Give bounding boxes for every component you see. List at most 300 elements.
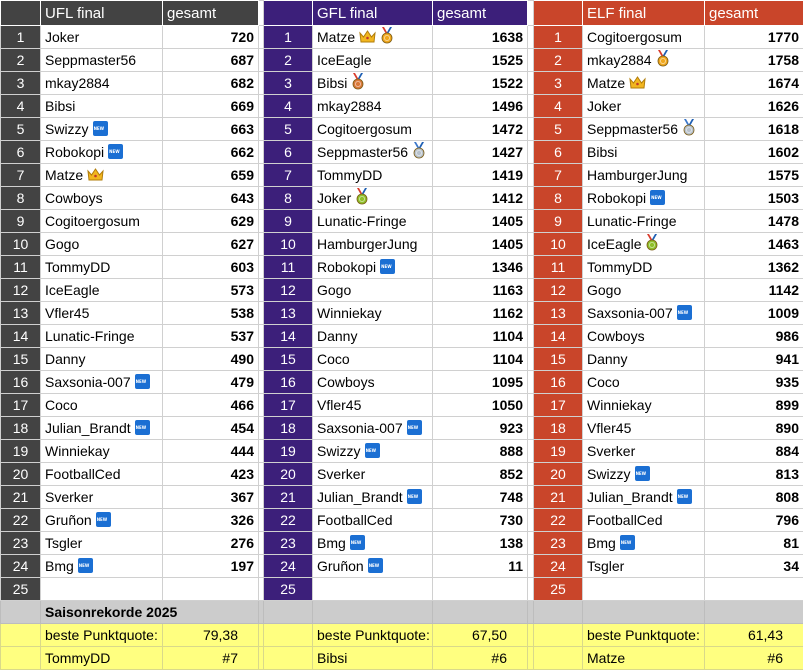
elf-name-cell[interactable] bbox=[583, 463, 705, 486]
ufl-score-cell[interactable]: 537 bbox=[163, 325, 259, 348]
elf-name-cell[interactable] bbox=[583, 256, 705, 279]
gfl-rank-cell[interactable]: 12 bbox=[264, 279, 313, 302]
gfl-score-cell[interactable]: 1522 bbox=[433, 72, 528, 95]
elf-name-cell[interactable] bbox=[583, 164, 705, 187]
elf-score-cell[interactable]: 1575 bbox=[705, 164, 803, 187]
ufl-title[interactable]: UFL final bbox=[41, 1, 163, 26]
ufl-rank-cell[interactable]: 22 bbox=[1, 509, 41, 532]
ufl-score-cell[interactable]: 326 bbox=[163, 509, 259, 532]
ufl-score-cell[interactable]: 454 bbox=[163, 417, 259, 440]
ufl-name-cell[interactable] bbox=[41, 325, 163, 348]
elf-score-cell[interactable]: 796 bbox=[705, 509, 803, 532]
elf-name-cell[interactable] bbox=[583, 279, 705, 302]
elf-rank-cell[interactable]: 20 bbox=[534, 463, 583, 486]
elf-score-cell[interactable]: 1758 bbox=[705, 49, 803, 72]
gfl-name-cell[interactable] bbox=[313, 509, 433, 532]
empty-cell[interactable] bbox=[705, 601, 803, 624]
empty-cell[interactable] bbox=[1, 601, 41, 624]
gfl-rank-cell[interactable]: 7 bbox=[264, 164, 313, 187]
gfl-name-cell[interactable] bbox=[313, 256, 433, 279]
elf-score-cell[interactable]: 1618 bbox=[705, 118, 803, 141]
elf-rank-cell[interactable]: 4 bbox=[534, 95, 583, 118]
elf-name-cell[interactable] bbox=[583, 371, 705, 394]
ufl-rank-cell[interactable]: 21 bbox=[1, 486, 41, 509]
gfl-rank-cell[interactable]: 6 bbox=[264, 141, 313, 164]
gfl-rank-cell[interactable]: 9 bbox=[264, 210, 313, 233]
gfl-rank-cell[interactable]: 14 bbox=[264, 325, 313, 348]
gfl-score-cell[interactable]: 1163 bbox=[433, 279, 528, 302]
ufl-score-cell[interactable]: 682 bbox=[163, 72, 259, 95]
gfl-matchday-cell[interactable]: #6 bbox=[433, 647, 528, 670]
ufl-record-empty-cell[interactable] bbox=[1, 624, 41, 647]
elf-rank-cell[interactable]: 16 bbox=[534, 371, 583, 394]
gfl-rank-cell[interactable]: 4 bbox=[264, 95, 313, 118]
gfl-name-cell[interactable] bbox=[313, 302, 433, 325]
header-row bbox=[1, 1, 803, 26]
gfl-rank-cell[interactable]: 20 bbox=[264, 463, 313, 486]
player-name: Sverker bbox=[45, 488, 94, 505]
ufl-rank-cell[interactable]: 17 bbox=[1, 394, 41, 417]
empty-cell[interactable] bbox=[583, 601, 705, 624]
elf-score-cell[interactable]: 941 bbox=[705, 348, 803, 371]
gfl-score-cell[interactable]: 1472 bbox=[433, 118, 528, 141]
gfl-rank-cell[interactable]: 15 bbox=[264, 348, 313, 371]
elf-rank-cell[interactable]: 9 bbox=[534, 210, 583, 233]
ufl-score-cell[interactable]: 490 bbox=[163, 348, 259, 371]
empty-cell[interactable] bbox=[433, 601, 528, 624]
records-quota-row bbox=[1, 624, 803, 647]
ufl-score-cell[interactable]: 423 bbox=[163, 463, 259, 486]
elf-score-cell[interactable]: 1009 bbox=[705, 302, 803, 325]
ufl-rank-cell[interactable]: 11 bbox=[1, 256, 41, 279]
medal-icon bbox=[351, 73, 365, 90]
gfl-score-cell[interactable]: 1346 bbox=[433, 256, 528, 279]
gfl-score-cell[interactable]: 730 bbox=[433, 509, 528, 532]
ufl-score-cell[interactable]: 629 bbox=[163, 210, 259, 233]
ufl-name-cell[interactable] bbox=[41, 256, 163, 279]
elf-header-rank[interactable] bbox=[534, 1, 583, 26]
player-name: Seppmaster56 bbox=[317, 143, 409, 160]
elf-rank-cell[interactable]: 8 bbox=[534, 187, 583, 210]
gfl-score-cell[interactable]: 1162 bbox=[433, 302, 528, 325]
elf-score-cell[interactable]: 1770 bbox=[705, 26, 803, 49]
elf-score-cell[interactable]: 1626 bbox=[705, 95, 803, 118]
ufl-name-cell[interactable] bbox=[41, 371, 163, 394]
gfl-name-cell[interactable] bbox=[313, 72, 433, 95]
gfl-score-cell[interactable]: 1412 bbox=[433, 187, 528, 210]
gfl-rank-cell[interactable]: 19 bbox=[264, 440, 313, 463]
ufl-name-cell[interactable] bbox=[41, 49, 163, 72]
gfl-name-cell[interactable] bbox=[313, 233, 433, 256]
elf-name-cell[interactable] bbox=[583, 49, 705, 72]
gfl-score-cell[interactable]: 1104 bbox=[433, 348, 528, 371]
ufl-score-cell[interactable]: 627 bbox=[163, 233, 259, 256]
empty-cell[interactable] bbox=[264, 601, 313, 624]
elf-rank-cell[interactable]: 24 bbox=[534, 555, 583, 578]
player-name: Danny bbox=[45, 350, 86, 367]
ufl-rank-cell[interactable]: 15 bbox=[1, 348, 41, 371]
elf-name-cell[interactable] bbox=[583, 394, 705, 417]
ufl-name-cell[interactable] bbox=[41, 72, 163, 95]
elf-name-cell[interactable] bbox=[583, 440, 705, 463]
ufl-name-cell[interactable] bbox=[41, 578, 163, 601]
gfl-score-cell[interactable]: 748 bbox=[433, 486, 528, 509]
elf-name-cell[interactable] bbox=[583, 532, 705, 555]
gfl-value-cell[interactable]: 67,50 bbox=[433, 624, 528, 647]
ufl-name-cell[interactable] bbox=[41, 348, 163, 371]
elf-score-cell[interactable]: 1503 bbox=[705, 187, 803, 210]
player-name: Joker bbox=[317, 189, 352, 206]
gfl-score-cell[interactable]: 1405 bbox=[433, 210, 528, 233]
gfl-rank-cell[interactable]: 22 bbox=[264, 509, 313, 532]
ufl-score-cell[interactable]: 659 bbox=[163, 164, 259, 187]
table-row bbox=[1, 440, 803, 463]
ufl-rank-cell[interactable]: 25 bbox=[1, 578, 41, 601]
gfl-name-cell[interactable] bbox=[313, 578, 433, 601]
ufl-name-cell[interactable] bbox=[41, 233, 163, 256]
ufl-rank-cell[interactable]: 13 bbox=[1, 302, 41, 325]
ufl-value-cell[interactable]: 79,38 bbox=[163, 624, 259, 647]
ufl-name-cell[interactable] bbox=[41, 26, 163, 49]
ufl-rank-cell[interactable]: 14 bbox=[1, 325, 41, 348]
gfl-name-cell[interactable] bbox=[313, 26, 433, 49]
gfl-name-cell[interactable] bbox=[313, 141, 433, 164]
gfl-record-empty-cell[interactable] bbox=[264, 647, 313, 670]
player-name: Bmg bbox=[45, 557, 74, 574]
gfl-name-cell[interactable] bbox=[313, 325, 433, 348]
elf-name-cell[interactable] bbox=[583, 348, 705, 371]
player-name: Gruñon bbox=[317, 557, 364, 574]
ufl-score-header[interactable]: gesamt bbox=[163, 1, 259, 26]
ufl-record-empty-cell[interactable] bbox=[1, 647, 41, 670]
ufl-rank-cell[interactable]: 20 bbox=[1, 463, 41, 486]
ufl-label-cell[interactable]: beste Punktquote: bbox=[41, 624, 163, 647]
table-row bbox=[1, 463, 803, 486]
gfl-name-cell[interactable] bbox=[313, 164, 433, 187]
elf-name-cell[interactable] bbox=[583, 141, 705, 164]
ufl-score-cell[interactable]: 276 bbox=[163, 532, 259, 555]
elf-rank-cell[interactable]: 19 bbox=[534, 440, 583, 463]
ufl-rank-cell[interactable]: 19 bbox=[1, 440, 41, 463]
ufl-score-cell[interactable]: 538 bbox=[163, 302, 259, 325]
elf-score-cell[interactable]: 890 bbox=[705, 417, 803, 440]
elf-score-cell[interactable]: 813 bbox=[705, 463, 803, 486]
ufl-header-rank[interactable] bbox=[1, 1, 41, 26]
player-name: Cowboys bbox=[587, 327, 645, 344]
ufl-name-cell[interactable] bbox=[41, 302, 163, 325]
player-name: IceEagle bbox=[587, 235, 642, 252]
elf-record-empty-cell[interactable] bbox=[534, 647, 583, 670]
ufl-score-cell[interactable]: 466 bbox=[163, 394, 259, 417]
gfl-rank-cell[interactable]: 8 bbox=[264, 187, 313, 210]
elf-rank-cell[interactable]: 15 bbox=[534, 348, 583, 371]
elf-rank-cell[interactable]: 17 bbox=[534, 394, 583, 417]
elf-rank-cell[interactable]: 5 bbox=[534, 118, 583, 141]
ufl-score-cell[interactable]: 573 bbox=[163, 279, 259, 302]
elf-rank-cell[interactable]: 21 bbox=[534, 486, 583, 509]
gfl-rank-cell[interactable]: 17 bbox=[264, 394, 313, 417]
elf-label-cell[interactable]: beste Punktquote: bbox=[583, 624, 705, 647]
ufl-name-cell[interactable] bbox=[41, 440, 163, 463]
elf-name-cell[interactable] bbox=[583, 578, 705, 601]
gfl-label-cell[interactable]: beste Punktquote: bbox=[313, 624, 433, 647]
elf-rank-cell[interactable]: 1 bbox=[534, 26, 583, 49]
elf-score-cell[interactable]: 1478 bbox=[705, 210, 803, 233]
ufl-rank-cell[interactable]: 24 bbox=[1, 555, 41, 578]
ufl-rank-cell[interactable]: 7 bbox=[1, 164, 41, 187]
player-name: Lunatic-Fringe bbox=[587, 212, 677, 229]
elf-name-cell[interactable] bbox=[583, 233, 705, 256]
player-name: Gogo bbox=[587, 281, 622, 298]
player-name: Seppmaster56 bbox=[45, 51, 137, 68]
gfl-name-cell[interactable] bbox=[313, 210, 433, 233]
ufl-rank-cell[interactable]: 3 bbox=[1, 72, 41, 95]
gfl-name-cell[interactable] bbox=[313, 463, 433, 486]
ufl-name-cell[interactable] bbox=[41, 279, 163, 302]
player-name: Matze bbox=[317, 28, 356, 45]
gfl-record-empty-cell[interactable] bbox=[264, 624, 313, 647]
table-row bbox=[1, 187, 803, 210]
ufl-rank-cell[interactable]: 2 bbox=[1, 49, 41, 72]
ufl-holder-cell[interactable]: TommyDD bbox=[41, 647, 163, 670]
elf-rank-cell[interactable]: 13 bbox=[534, 302, 583, 325]
ufl-score-cell[interactable]: 367 bbox=[163, 486, 259, 509]
elf-rank-cell[interactable]: 25 bbox=[534, 578, 583, 601]
gfl-score-cell[interactable]: 888 bbox=[433, 440, 528, 463]
elf-name-cell[interactable] bbox=[583, 417, 705, 440]
gfl-name-cell[interactable] bbox=[313, 440, 433, 463]
gfl-score-cell[interactable]: 1427 bbox=[433, 141, 528, 164]
player-name: Matze bbox=[45, 166, 84, 183]
gfl-name-cell[interactable] bbox=[313, 118, 433, 141]
elf-name-cell[interactable] bbox=[583, 26, 705, 49]
gfl-rank-cell[interactable]: 24 bbox=[264, 555, 313, 578]
elf-score-cell[interactable]: 1602 bbox=[705, 141, 803, 164]
ufl-score-cell[interactable]: 720 bbox=[163, 26, 259, 49]
elf-rank-cell[interactable]: 11 bbox=[534, 256, 583, 279]
elf-rank-cell[interactable]: 2 bbox=[534, 49, 583, 72]
gfl-holder-cell[interactable]: Bibsi bbox=[313, 647, 433, 670]
player-name: Winniekay bbox=[45, 442, 110, 459]
gfl-score-cell[interactable]: 1405 bbox=[433, 233, 528, 256]
elf-record-empty-cell[interactable] bbox=[534, 624, 583, 647]
elf-holder-cell[interactable]: Matze bbox=[583, 647, 705, 670]
ufl-rank-cell[interactable]: 5 bbox=[1, 118, 41, 141]
gfl-rank-cell[interactable]: 18 bbox=[264, 417, 313, 440]
elf-rank-cell[interactable]: 22 bbox=[534, 509, 583, 532]
elf-score-cell[interactable]: 1463 bbox=[705, 233, 803, 256]
ufl-name-cell[interactable] bbox=[41, 463, 163, 486]
player-name: Gruñon bbox=[45, 511, 92, 528]
ufl-name-cell[interactable] bbox=[41, 555, 163, 578]
elf-matchday-cell[interactable]: #6 bbox=[705, 647, 803, 670]
ufl-rank-cell[interactable]: 8 bbox=[1, 187, 41, 210]
gfl-name-cell[interactable] bbox=[313, 417, 433, 440]
gfl-rank-cell[interactable]: 10 bbox=[264, 233, 313, 256]
gfl-name-cell[interactable] bbox=[313, 555, 433, 578]
gfl-rank-cell[interactable]: 2 bbox=[264, 49, 313, 72]
elf-score-cell[interactable]: 808 bbox=[705, 486, 803, 509]
gfl-score-cell[interactable]: 1419 bbox=[433, 164, 528, 187]
ufl-name-cell[interactable] bbox=[41, 509, 163, 532]
player-name: Danny bbox=[317, 327, 358, 344]
gfl-score-cell[interactable]: 1050 bbox=[433, 394, 528, 417]
gfl-rank-cell[interactable]: 16 bbox=[264, 371, 313, 394]
ufl-score-cell[interactable]: 663 bbox=[163, 118, 259, 141]
gfl-score-cell[interactable]: 1525 bbox=[433, 49, 528, 72]
gfl-rank-cell[interactable]: 25 bbox=[264, 578, 313, 601]
elf-name-cell[interactable] bbox=[583, 72, 705, 95]
elf-value-cell[interactable]: 61,43 bbox=[705, 624, 803, 647]
empty-cell[interactable] bbox=[534, 601, 583, 624]
elf-rank-cell[interactable]: 12 bbox=[534, 279, 583, 302]
gfl-score-cell[interactable]: 1095 bbox=[433, 371, 528, 394]
gfl-name-cell[interactable] bbox=[313, 348, 433, 371]
ufl-rank-cell[interactable]: 16 bbox=[1, 371, 41, 394]
gfl-name-cell[interactable] bbox=[313, 486, 433, 509]
new-icon bbox=[635, 466, 650, 481]
ufl-name-cell[interactable] bbox=[41, 118, 163, 141]
elf-rank-cell[interactable]: 14 bbox=[534, 325, 583, 348]
ufl-rank-cell[interactable]: 1 bbox=[1, 26, 41, 49]
ufl-score-cell[interactable]: 603 bbox=[163, 256, 259, 279]
elf-rank-cell[interactable]: 23 bbox=[534, 532, 583, 555]
elf-rank-cell[interactable]: 3 bbox=[534, 72, 583, 95]
ufl-score-cell[interactable]: 643 bbox=[163, 187, 259, 210]
ufl-name-cell[interactable] bbox=[41, 394, 163, 417]
player-name: FootballCed bbox=[587, 511, 663, 528]
elf-name-cell[interactable] bbox=[583, 187, 705, 210]
empty-cell[interactable] bbox=[313, 601, 433, 624]
elf-name-cell[interactable] bbox=[583, 118, 705, 141]
elf-score-cell[interactable] bbox=[705, 578, 803, 601]
elf-score-cell[interactable]: 986 bbox=[705, 325, 803, 348]
elf-name-cell[interactable] bbox=[583, 210, 705, 233]
elf-score-cell[interactable]: 1674 bbox=[705, 72, 803, 95]
ufl-name-cell[interactable] bbox=[41, 210, 163, 233]
elf-score-cell[interactable]: 34 bbox=[705, 555, 803, 578]
gfl-rank-cell[interactable]: 5 bbox=[264, 118, 313, 141]
elf-score-cell[interactable]: 899 bbox=[705, 394, 803, 417]
table-row bbox=[1, 72, 803, 95]
ufl-score-cell[interactable]: 479 bbox=[163, 371, 259, 394]
player-name: Coco bbox=[317, 350, 350, 367]
player-name: Robokopi bbox=[587, 189, 647, 206]
gfl-name-cell[interactable] bbox=[313, 49, 433, 72]
player-name: Lunatic-Fringe bbox=[317, 212, 407, 229]
ufl-rank-cell[interactable]: 23 bbox=[1, 532, 41, 555]
new-icon bbox=[407, 420, 422, 435]
player-name: Sverker bbox=[587, 442, 636, 459]
elf-score-cell[interactable]: 935 bbox=[705, 371, 803, 394]
ufl-name-cell[interactable] bbox=[41, 141, 163, 164]
ufl-rank-cell[interactable]: 12 bbox=[1, 279, 41, 302]
table-row bbox=[1, 486, 803, 509]
elf-rank-cell[interactable]: 10 bbox=[534, 233, 583, 256]
elf-name-cell[interactable] bbox=[583, 302, 705, 325]
gfl-rank-cell[interactable]: 3 bbox=[264, 72, 313, 95]
ufl-rank-cell[interactable]: 18 bbox=[1, 417, 41, 440]
gfl-header-rank[interactable] bbox=[264, 1, 313, 26]
player-name: mkay2884 bbox=[587, 51, 652, 68]
elf-name-cell[interactable] bbox=[583, 509, 705, 532]
gfl-name-cell[interactable] bbox=[313, 394, 433, 417]
elf-rank-cell[interactable]: 6 bbox=[534, 141, 583, 164]
gfl-score-cell[interactable]: 923 bbox=[433, 417, 528, 440]
elf-rank-cell[interactable]: 18 bbox=[534, 417, 583, 440]
elf-score-cell[interactable]: 884 bbox=[705, 440, 803, 463]
gfl-rank-cell[interactable]: 13 bbox=[264, 302, 313, 325]
ufl-rank-cell[interactable]: 6 bbox=[1, 141, 41, 164]
elf-score-cell[interactable]: 1142 bbox=[705, 279, 803, 302]
player-name: Coco bbox=[45, 396, 78, 413]
elf-name-cell[interactable] bbox=[583, 325, 705, 348]
elf-rank-cell[interactable]: 7 bbox=[534, 164, 583, 187]
gfl-name-cell[interactable] bbox=[313, 95, 433, 118]
gfl-name-cell[interactable] bbox=[313, 371, 433, 394]
player-name: HamburgerJung bbox=[587, 166, 688, 183]
medal-icon bbox=[380, 27, 394, 44]
gfl-name-cell[interactable] bbox=[313, 532, 433, 555]
gfl-score-cell[interactable]: 11 bbox=[433, 555, 528, 578]
ufl-matchday-cell[interactable]: #7 bbox=[163, 647, 259, 670]
ufl-name-cell[interactable] bbox=[41, 187, 163, 210]
elf-name-cell[interactable] bbox=[583, 486, 705, 509]
gfl-rank-cell[interactable]: 21 bbox=[264, 486, 313, 509]
player-name: Bmg bbox=[587, 534, 616, 551]
gfl-name-cell[interactable] bbox=[313, 187, 433, 210]
ufl-name-cell[interactable] bbox=[41, 532, 163, 555]
gfl-name-cell[interactable] bbox=[313, 279, 433, 302]
ufl-rank-cell[interactable]: 10 bbox=[1, 233, 41, 256]
ufl-name-cell[interactable] bbox=[41, 95, 163, 118]
records-title[interactable]: Saisonrekorde 2025 bbox=[41, 601, 259, 624]
elf-score-cell[interactable]: 1362 bbox=[705, 256, 803, 279]
elf-name-cell[interactable] bbox=[583, 555, 705, 578]
elf-title[interactable]: ELF final bbox=[583, 1, 705, 26]
ufl-name-cell[interactable] bbox=[41, 486, 163, 509]
ufl-score-cell[interactable] bbox=[163, 578, 259, 601]
gfl-title[interactable]: GFL final bbox=[313, 1, 433, 26]
ufl-name-cell[interactable] bbox=[41, 417, 163, 440]
gfl-score-cell[interactable]: 138 bbox=[433, 532, 528, 555]
gfl-rank-cell[interactable]: 23 bbox=[264, 532, 313, 555]
gfl-score-cell[interactable]: 1496 bbox=[433, 95, 528, 118]
ufl-rank-cell[interactable]: 4 bbox=[1, 95, 41, 118]
player-name: Coco bbox=[587, 373, 620, 390]
ufl-score-cell[interactable]: 197 bbox=[163, 555, 259, 578]
ufl-score-cell[interactable]: 687 bbox=[163, 49, 259, 72]
elf-name-cell[interactable] bbox=[583, 95, 705, 118]
elf-score-header[interactable]: gesamt bbox=[705, 1, 803, 26]
gfl-score-cell[interactable]: 1638 bbox=[433, 26, 528, 49]
player-name: TommyDD bbox=[45, 258, 111, 275]
gfl-score-cell[interactable] bbox=[433, 578, 528, 601]
gfl-score-cell[interactable]: 852 bbox=[433, 463, 528, 486]
ufl-score-cell[interactable]: 444 bbox=[163, 440, 259, 463]
records-title-row bbox=[1, 601, 803, 624]
ufl-score-cell[interactable]: 669 bbox=[163, 95, 259, 118]
gfl-rank-cell[interactable]: 11 bbox=[264, 256, 313, 279]
ufl-rank-cell[interactable]: 9 bbox=[1, 210, 41, 233]
crown-icon bbox=[359, 30, 376, 44]
elf-score-cell[interactable]: 81 bbox=[705, 532, 803, 555]
ufl-score-cell[interactable]: 662 bbox=[163, 141, 259, 164]
ufl-name-cell[interactable] bbox=[41, 164, 163, 187]
gfl-rank-cell[interactable]: 1 bbox=[264, 26, 313, 49]
gfl-score-header[interactable]: gesamt bbox=[433, 1, 528, 26]
gfl-score-cell[interactable]: 1104 bbox=[433, 325, 528, 348]
